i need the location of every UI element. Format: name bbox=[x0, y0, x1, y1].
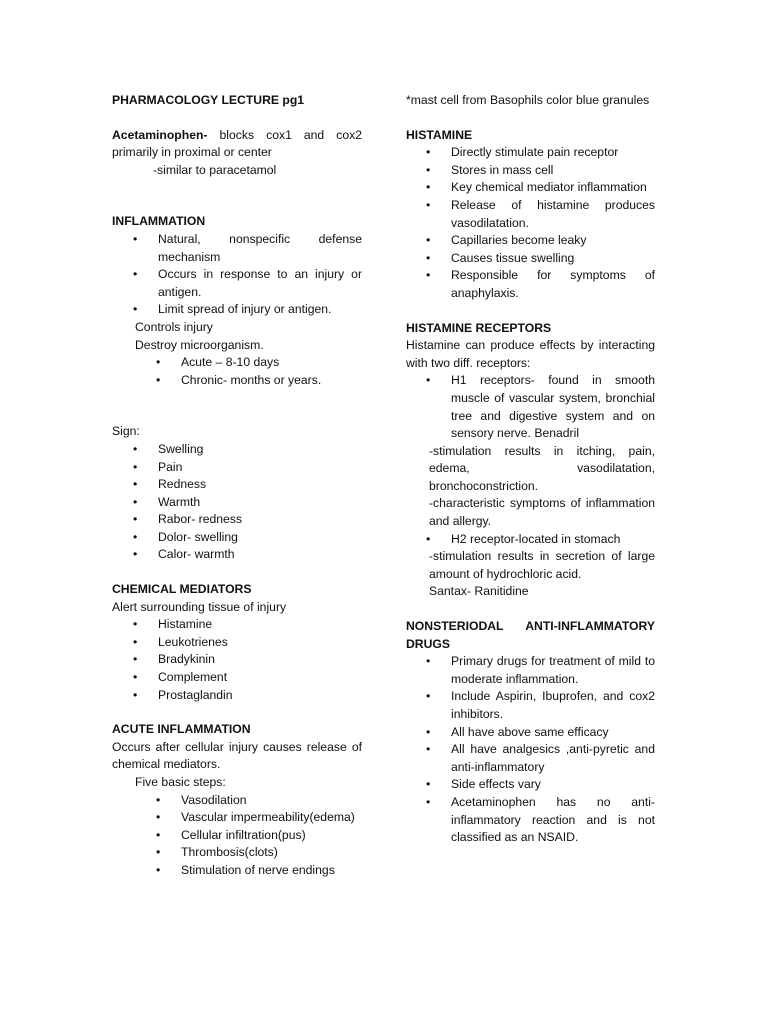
h2-receptor-list bbox=[406, 531, 655, 549]
list-item: • Thrombosis(clots) bbox=[181, 844, 362, 862]
acute-inflammation-steps-label: Five basic steps: bbox=[135, 775, 226, 789]
list-item: • H1 receptors- found in smooth muscle of vascular system, bronchial tree and digestive system and on sensory nerve. Benadril bbox=[426, 373, 655, 441]
inflammation-line: Controls injury bbox=[135, 319, 213, 334]
sign-heading: Sign: bbox=[112, 424, 140, 439]
h2-note: -stimulation results in secretion of large amount of hydrochloric acid. bbox=[429, 549, 655, 581]
bullet-icon: • bbox=[133, 477, 138, 492]
histamine-receptors-heading: HISTAMINE RECEPTORS bbox=[406, 320, 552, 335]
right-column bbox=[406, 92, 655, 847]
h2-note: Santax- Ranitidine bbox=[429, 584, 529, 599]
bullet-icon: • bbox=[426, 777, 431, 792]
list-item: • Stores in mass cell bbox=[451, 162, 655, 180]
acute-inflammation-intro: Occurs after cellular injury causes release of chemical mediators. bbox=[112, 739, 362, 772]
h1-receptor-list bbox=[406, 372, 655, 442]
list-item: • Include Aspirin, Ibuprofen, and cox2 inhibitors. bbox=[426, 689, 655, 721]
acetaminophen-text: blocks cox1 and cox2 primarily in proximal or center bbox=[112, 127, 362, 160]
bullet-icon: • bbox=[133, 302, 138, 317]
h1-note: -characteristic symptoms of inflammation and allergy. bbox=[429, 496, 655, 529]
acetaminophen-definition bbox=[112, 127, 362, 162]
inflammation-list bbox=[112, 231, 362, 319]
bullet-icon: • bbox=[133, 459, 138, 474]
bullet-icon: • bbox=[156, 792, 161, 807]
list-item: • Complement bbox=[158, 669, 362, 687]
chemical-mediators-list bbox=[112, 616, 362, 704]
list-item: • Pain bbox=[158, 459, 362, 477]
bullet-icon: • bbox=[133, 652, 138, 667]
list-item: • Causes tissue swelling bbox=[451, 250, 655, 268]
mast-cell-note: *mast cell from Basophils color blue granules bbox=[406, 93, 650, 107]
bullet-icon: • bbox=[133, 512, 138, 527]
bullet-icon: • bbox=[133, 634, 138, 649]
acute-inflammation-steps-list bbox=[112, 792, 362, 880]
bullet-icon: • bbox=[133, 687, 138, 702]
list-item: • Warmth bbox=[158, 494, 362, 512]
list-item: • Redness bbox=[158, 476, 362, 494]
list-item: • Side effects vary bbox=[451, 776, 655, 794]
list-item: • Natural, nonspecific defense mechanism bbox=[133, 231, 362, 264]
list-item: • Acetaminophen has no anti-inflammatory reaction and is not classified as an NSAID. bbox=[426, 794, 655, 845]
acetaminophen-sub: -similar to paracetamol bbox=[153, 162, 277, 177]
bullet-icon: • bbox=[156, 355, 161, 370]
bullet-icon: • bbox=[426, 250, 431, 265]
list-item: • Key chemical mediator inflammation bbox=[451, 179, 655, 197]
list-item: • Limit spread of injury or antigen. bbox=[158, 301, 362, 319]
list-item: • Acute – 8-10 days bbox=[181, 354, 362, 372]
histamine-receptors-intro: Histamine can produce effects by interacting with two diff. receptors: bbox=[406, 338, 655, 370]
bullet-icon: • bbox=[133, 231, 138, 246]
list-item: • Capillaries become leaky bbox=[451, 232, 655, 250]
list-item: • Leukotrienes bbox=[158, 634, 362, 652]
bullet-icon: • bbox=[133, 547, 138, 562]
bullet-icon: • bbox=[133, 441, 138, 456]
bullet-icon: • bbox=[133, 267, 138, 282]
left-column bbox=[112, 92, 362, 880]
list-item: • Release of histamine produces vasodilatation. bbox=[426, 197, 655, 230]
list-item: • All have analgesics ,anti-pyretic and anti-inflammatory bbox=[426, 742, 655, 774]
page-title: PHARMACOLOGY LECTURE pg1 bbox=[112, 93, 305, 107]
list-item: • Prostaglandin bbox=[158, 687, 362, 705]
bullet-icon: • bbox=[133, 670, 138, 685]
bullet-icon: • bbox=[156, 862, 161, 877]
list-item: • Chronic- months or years. bbox=[181, 372, 362, 390]
bullet-icon: • bbox=[426, 180, 431, 195]
chemical-mediators-intro: Alert surrounding tissue of injury bbox=[112, 599, 287, 614]
chemical-mediators-heading: CHEMICAL MEDIATORS bbox=[112, 582, 252, 597]
bullet-icon: • bbox=[156, 845, 161, 860]
list-item: • All have above same efficacy bbox=[451, 724, 655, 742]
histamine-heading: HISTAMINE bbox=[406, 127, 473, 142]
list-item: • H2 receptor-located in stomach bbox=[451, 531, 655, 549]
bullet-icon: • bbox=[426, 794, 431, 809]
bullet-icon: • bbox=[426, 373, 431, 388]
acute-inflammation-heading: ACUTE INFLAMMATION bbox=[112, 722, 251, 737]
bullet-icon: • bbox=[156, 372, 161, 387]
list-item: • Rabor- redness bbox=[158, 511, 362, 529]
list-item: • Vascular impermeability(edema) bbox=[181, 809, 362, 827]
histamine-list bbox=[406, 144, 655, 302]
bullet-icon: • bbox=[156, 827, 161, 842]
sign-list bbox=[112, 441, 362, 564]
bullet-icon: • bbox=[426, 197, 431, 212]
nsaid-list bbox=[406, 653, 655, 847]
list-item: • Calor- warmth bbox=[158, 546, 362, 564]
bullet-icon: • bbox=[426, 724, 431, 739]
bullet-icon: • bbox=[133, 529, 138, 544]
bullet-icon: • bbox=[133, 617, 138, 632]
list-item: • Bradykinin bbox=[158, 651, 362, 669]
list-item: • Cellular infiltration(pus) bbox=[181, 827, 362, 845]
bullet-icon: • bbox=[426, 654, 431, 669]
list-item: • Primary drugs for treatment of mild to moderate inflammation. bbox=[426, 654, 655, 686]
acetaminophen-term: Acetaminophen- bbox=[112, 127, 208, 142]
list-item: • Responsible for symptoms of anaphylaxis. bbox=[426, 268, 655, 300]
inflammation-heading: INFLAMMATION bbox=[112, 214, 206, 229]
bullet-icon: • bbox=[426, 145, 431, 160]
list-item: • Occurs in response to an injury or antigen. bbox=[133, 267, 362, 299]
bullet-icon: • bbox=[426, 162, 431, 177]
list-item: • Swelling bbox=[158, 441, 362, 459]
bullet-icon: • bbox=[426, 268, 431, 283]
inflammation-duration-list bbox=[112, 354, 362, 389]
inflammation-line: Destroy microorganism. bbox=[135, 337, 264, 352]
list-item: • Stimulation of nerve endings bbox=[181, 862, 362, 880]
nsaid-heading: NONSTERIODAL ANTI-INFLAMMATORY DRUGS bbox=[406, 619, 655, 651]
bullet-icon: • bbox=[133, 494, 138, 509]
list-item: • Dolor- swelling bbox=[158, 529, 362, 547]
bullet-icon: • bbox=[426, 689, 431, 704]
bullet-icon: • bbox=[156, 810, 161, 825]
bullet-icon: • bbox=[426, 233, 431, 248]
list-item: • Directly stimulate pain receptor bbox=[451, 144, 655, 162]
bullet-icon: • bbox=[426, 531, 431, 546]
list-item: • Vasodilation bbox=[181, 792, 362, 810]
list-item: • Histamine bbox=[158, 616, 362, 634]
h1-note: -stimulation results in itching, pain, edema, vasodilatation, bronchoconstriction. bbox=[429, 443, 655, 493]
bullet-icon: • bbox=[426, 742, 431, 757]
